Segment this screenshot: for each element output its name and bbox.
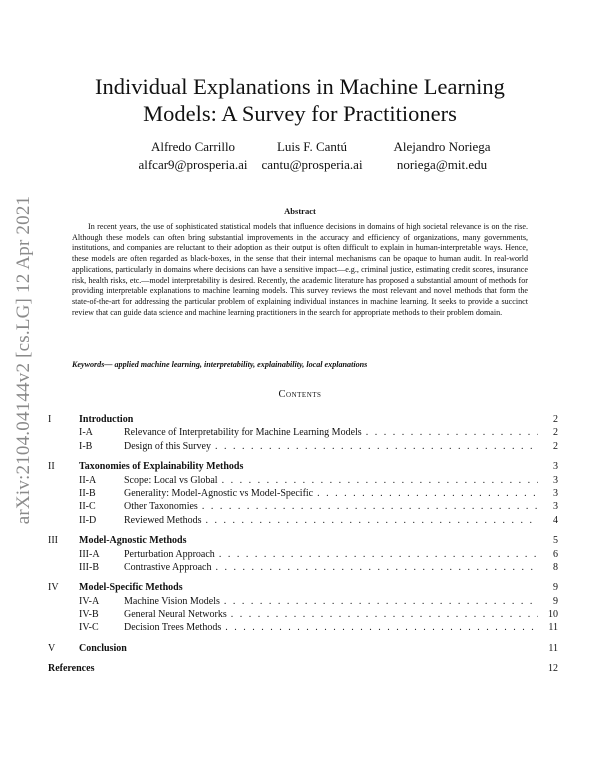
toc-page-number: 2 — [553, 440, 558, 452]
author-name: Luis F. Cantú — [276, 139, 348, 154]
toc-section-title: Model-Specific Methods — [79, 582, 183, 594]
toc-section-row[interactable] — [48, 581, 558, 594]
toc-page-number: 3 — [553, 487, 558, 499]
toc-subsection-title: Design of this Survey — [124, 440, 211, 452]
author-email: cantu@prosperia.ai — [261, 157, 363, 172]
toc-subsection-number: I-B — [79, 440, 93, 452]
toc-subsection-number: II-D — [79, 514, 97, 526]
toc-subsection-title: Decision Trees Methods — [124, 622, 222, 634]
arxiv-identifier: arXiv:2104.04144v2 [cs.LG] 12 Apr 2021 — [13, 195, 34, 525]
toc-section-title: Conclusion — [79, 642, 127, 654]
toc-subsection-row[interactable] — [48, 500, 558, 513]
toc-section-title: Taxonomies of Explainability Methods — [79, 461, 244, 473]
toc-section-row[interactable] — [48, 642, 558, 655]
toc-subsection-title: Relevance of Interpretability for Machine Learning Models — [124, 427, 362, 439]
toc-section-row[interactable] — [48, 460, 558, 473]
toc-subsection-number: II-A — [79, 474, 97, 486]
toc-subsection-title: General Neural Networks — [124, 609, 227, 621]
toc-leader-line — [124, 487, 538, 500]
author-name: Alfredo Carrillo — [150, 139, 236, 154]
toc-dot-leader — [224, 595, 538, 608]
toc-page-number: 3 — [553, 474, 558, 486]
toc-dot-leader — [366, 426, 538, 439]
toc-subsection-row[interactable] — [48, 561, 558, 574]
toc-page-number: 11 — [548, 622, 558, 634]
author-email: noriega@mit.edu — [396, 157, 488, 172]
author-block — [261, 138, 362, 174]
toc-section-number: III — [48, 535, 58, 547]
toc-leader-line — [124, 500, 538, 513]
toc-subsection-title: Scope: Local vs Global — [124, 474, 218, 486]
toc-subsection-title: Contrastive Approach — [124, 561, 212, 573]
toc-page-number: 3 — [553, 461, 558, 473]
author-list — [0, 138, 600, 178]
arxiv-sidebar — [4, 180, 44, 540]
keywords: Keywords— applied machine learning, interpretability, explainability, local explanations — [72, 360, 368, 369]
toc-dot-leader — [225, 621, 538, 634]
toc-dot-leader — [317, 487, 538, 500]
author-email: alfcar9@prosperia.ai — [138, 157, 248, 172]
toc-subsection-title: Machine Vision Models — [124, 595, 220, 607]
toc-subsection-row[interactable] — [48, 487, 558, 500]
toc-subsection-number: III-A — [79, 548, 100, 560]
author-block — [138, 138, 247, 174]
author-block — [393, 138, 490, 174]
toc-page-number: 6 — [553, 548, 558, 560]
toc-section-number: II — [48, 461, 55, 473]
toc-leader-line — [124, 514, 538, 527]
abstract-heading: Abstract — [284, 206, 316, 216]
toc-subsection-row[interactable] — [48, 608, 558, 621]
toc-leader-line — [124, 426, 538, 439]
toc-page-number: 3 — [553, 501, 558, 513]
toc-page-number: 8 — [553, 561, 558, 573]
toc-section-title: Model-Agnostic Methods — [79, 535, 187, 547]
toc-subsection-title: Perturbation Approach — [124, 548, 215, 560]
toc-dot-leader — [215, 440, 538, 453]
toc-leader-line — [124, 621, 538, 634]
author-name: Alejandro Noriega — [393, 139, 491, 154]
toc-subsection-title: Reviewed Methods — [124, 514, 202, 526]
toc-page-number: 2 — [553, 427, 558, 439]
toc-section-title: References — [48, 663, 95, 675]
toc-section-row[interactable] — [48, 413, 558, 426]
toc-subsection-number: II-C — [79, 501, 96, 513]
toc-subsection-row[interactable] — [48, 440, 558, 453]
toc-page-number: 4 — [553, 514, 558, 526]
toc-section-number: IV — [48, 582, 59, 594]
toc-page-number: 5 — [553, 535, 558, 547]
contents-heading: Contents — [278, 389, 322, 400]
toc-page-number: 10 — [548, 609, 558, 621]
toc-section-title: Introduction — [79, 414, 134, 425]
abstract-body: In recent years, the use of sophisticated statistical models that influence decisions in domains of high societal relevance is on the rise. Although these models can often bring substantial improvements in the accuracy and efficiency of organizations, many governments, institutions, and companies are reluctant to their adoption as their output is often difficult to explain in human-interpretable ways. Hence, these models are often regarded as black-boxes, in the sense that their internal mechanisms can be opaque to human audit. In real-world applications, particularly in domains where decisions can have a sensitive impact—e.g., criminal justice, estimating credit scores, insurance risk, health risks, etc.—model interpretability is desired. Recently, the academic literature has proposed a substantial amount of methods for providing interpretable explanations to machine learning models. This survey reviews the most relevant and novel methods that form the state-of-the-art for addressing the particular problem of explaining individual instances in machine learning. It seeks to provide a succinct review that can guide data science and machine learning practitioners in the search for appropriate methods to their problem domain. — [72, 222, 528, 317]
toc-dot-leader — [215, 561, 538, 574]
toc-section-row[interactable] — [48, 534, 558, 547]
toc-subsection-row[interactable] — [48, 621, 558, 634]
toc-subsection-number: IV-A — [79, 595, 100, 607]
toc-dot-leader — [219, 548, 538, 561]
toc-subsection-row[interactable] — [48, 426, 558, 439]
toc-subsection-row[interactable] — [48, 474, 558, 487]
toc-leader-line — [124, 474, 538, 487]
toc-page-number: 9 — [553, 595, 558, 607]
toc-subsection-number: I-A — [79, 427, 93, 439]
toc-subsection-row[interactable] — [48, 595, 558, 608]
toc-subsection-row[interactable] — [48, 548, 558, 561]
paper-title: Individual Explanations in Machine Learning Models: A Survey for Practitioners — [95, 74, 505, 126]
toc-page-number: 11 — [548, 642, 558, 654]
toc-subsection-number: IV-B — [79, 609, 99, 621]
toc-section-row[interactable] — [48, 662, 558, 675]
toc-dot-leader — [206, 514, 539, 527]
toc-dot-leader — [222, 474, 538, 487]
toc-leader-line — [124, 595, 538, 608]
toc-leader-line — [124, 608, 538, 621]
toc-page-number: 9 — [553, 582, 558, 594]
toc-subsection-title: Generality: Model-Agnostic vs Model-Specific — [124, 487, 314, 499]
toc-subsection-number: II-B — [79, 487, 96, 499]
table-of-contents — [48, 413, 558, 676]
toc-leader-line — [124, 440, 538, 453]
toc-dot-leader — [231, 608, 538, 621]
toc-page-number: 2 — [553, 414, 558, 425]
toc-subsection-row[interactable] — [48, 514, 558, 527]
toc-subsection-title: Other Taxonomies — [124, 501, 198, 513]
toc-dot-leader — [202, 500, 538, 513]
toc-leader-line — [124, 548, 538, 561]
toc-section-number: V — [48, 642, 56, 654]
toc-page-number: 12 — [548, 663, 558, 675]
toc-subsection-number: IV-C — [79, 622, 99, 634]
toc-section-number: I — [48, 414, 52, 425]
toc-subsection-number: III-B — [79, 561, 99, 573]
toc-leader-line — [124, 561, 538, 574]
